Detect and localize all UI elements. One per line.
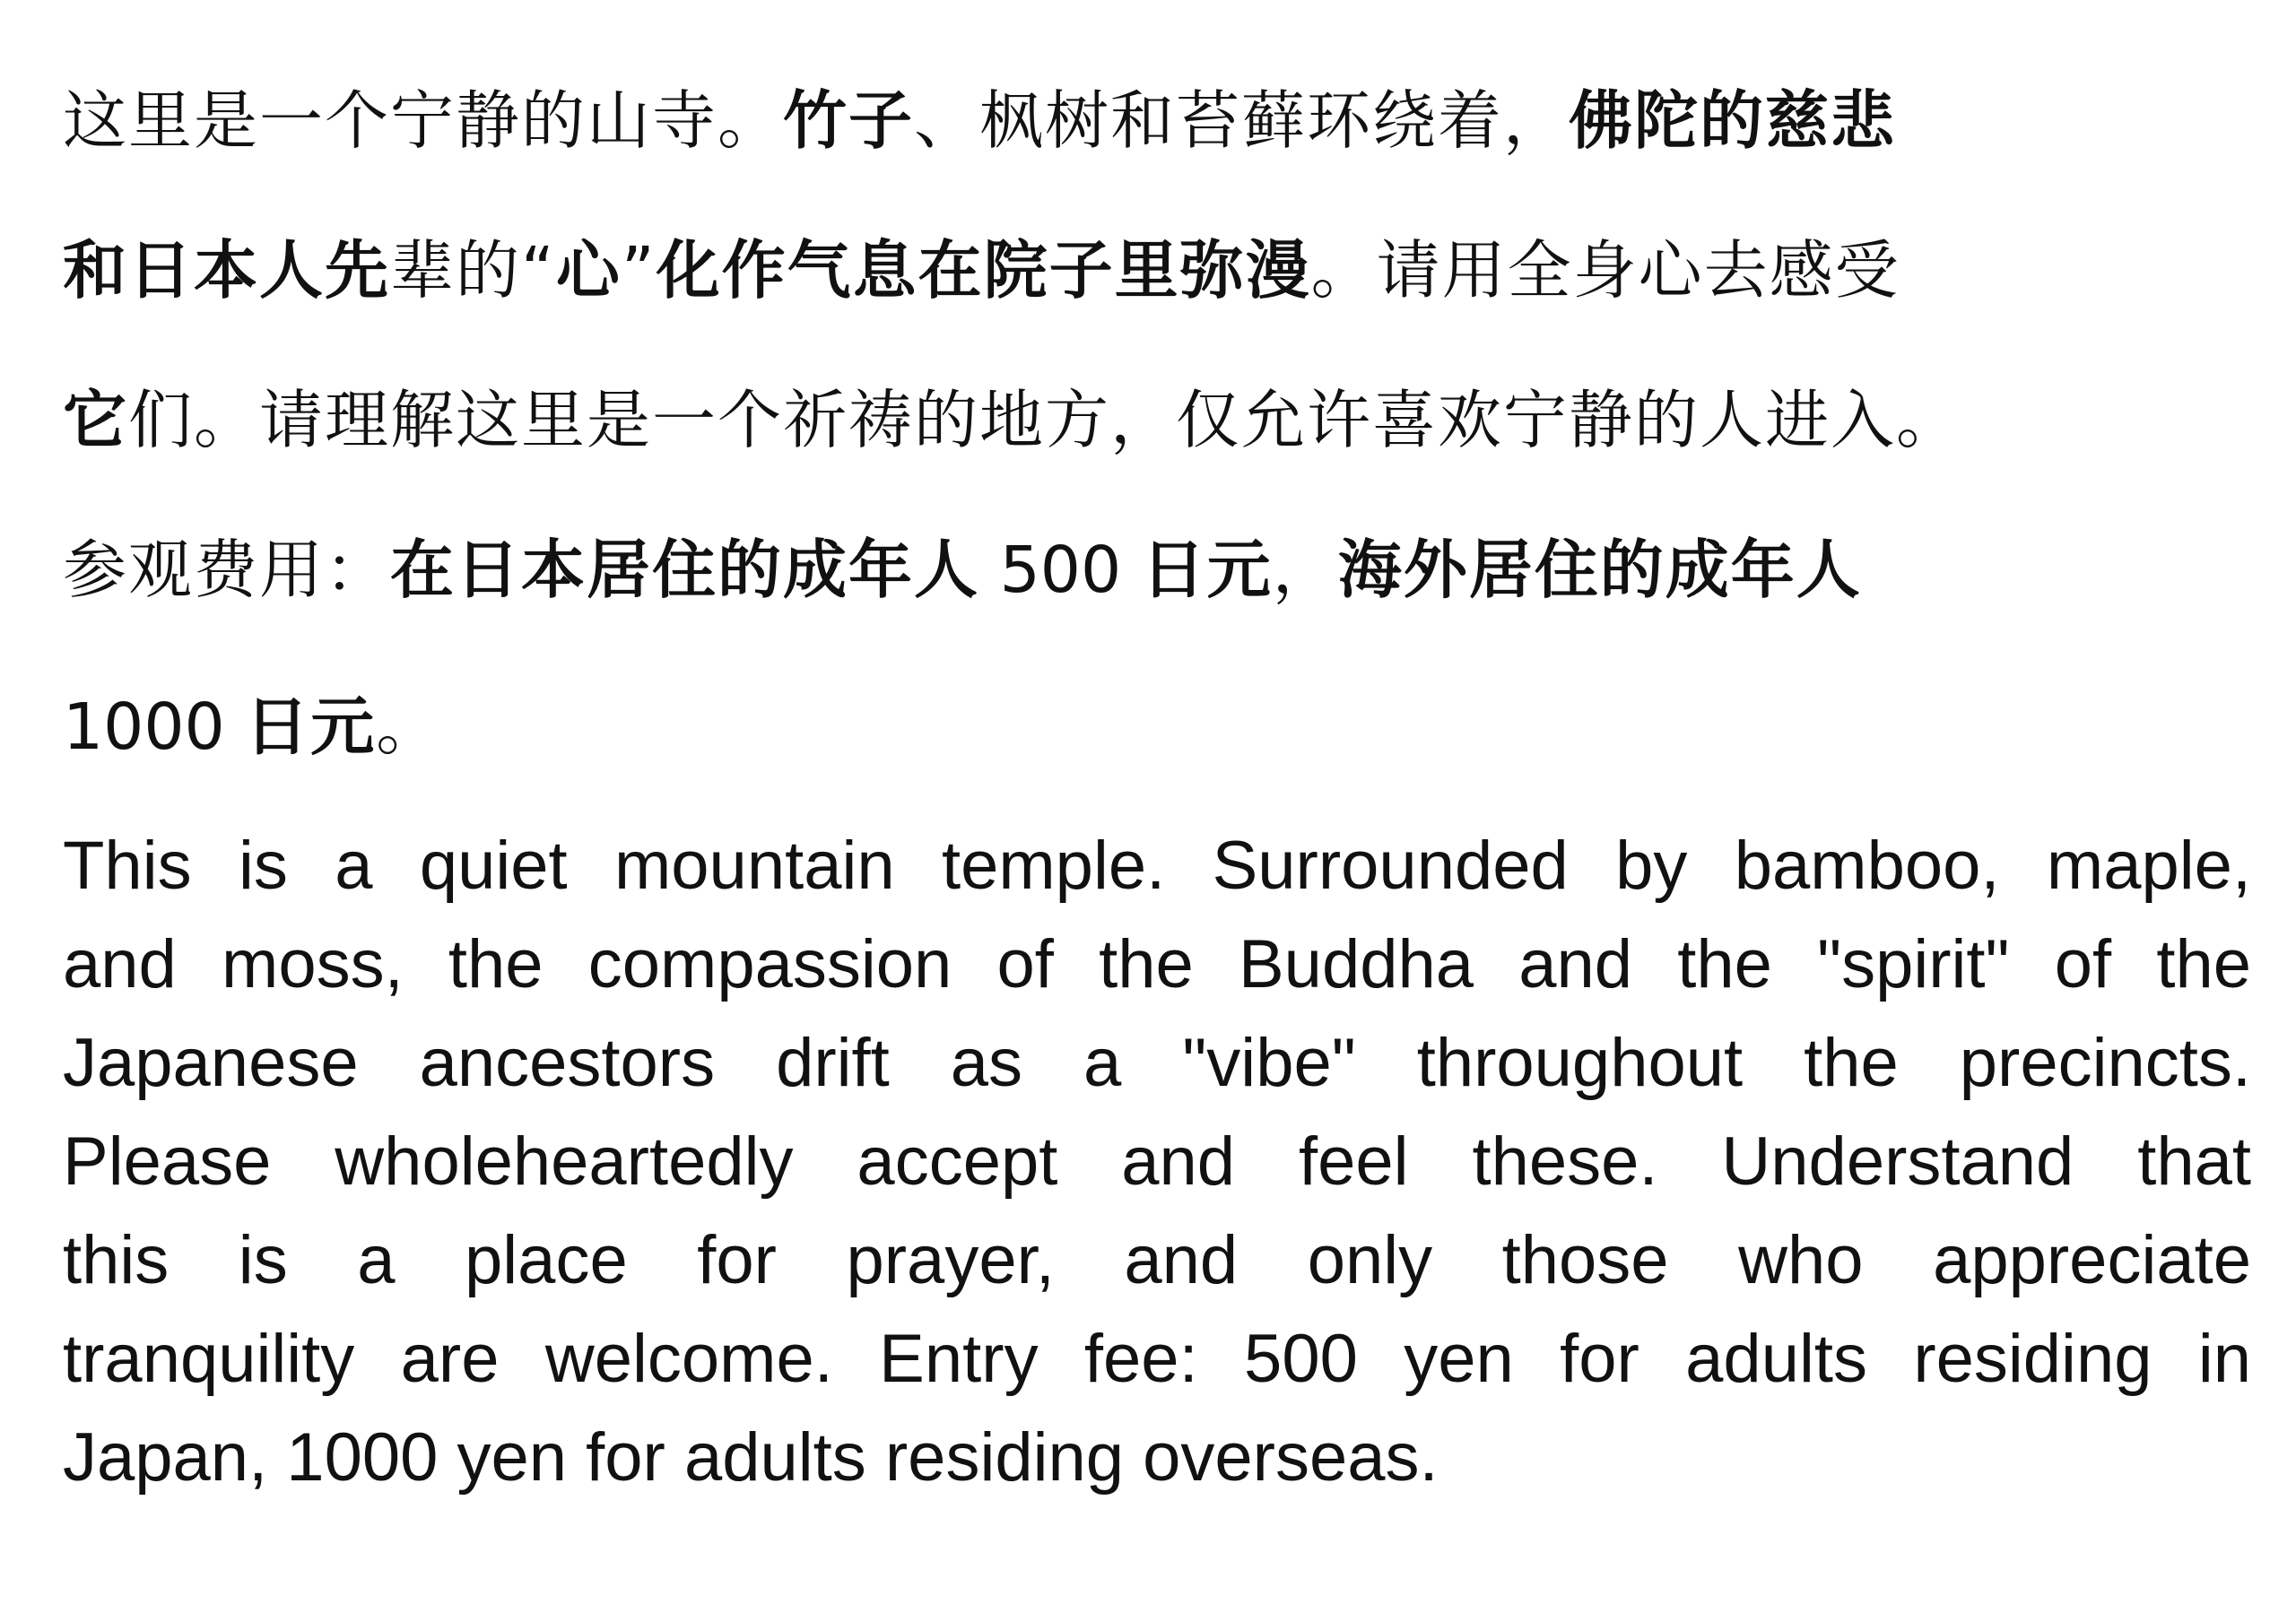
zh-fee-overseas: 1000 [63,690,246,764]
zh-text: 辈的“ [390,233,556,308]
zh-bold-text: 化作气息在院子里弥漫 [656,233,1311,308]
zh-text: 这里是一个宁静的山寺。 [63,83,784,158]
en-line: Japan, 1000 yen for adults residing overseas. [63,1419,1439,1496]
zh-bold-text: 佛陀的慈悲 [1569,83,1897,158]
zh-text: ， [1272,533,1338,607]
en-line: and moss, the compassion of the Buddha and the "spirit" of the [63,926,2251,1002]
zh-bold-text: 海外居住的成年人 [1337,533,1862,607]
en-line: tranquility are welcome. Entry fee: 500 yen for adults residing in [63,1321,2251,1397]
zh-text: 参观费用： [63,533,391,607]
zh-text: 。 [376,690,442,764]
zh-bold-text: 日元 [1141,533,1273,607]
zh-line-5 [63,691,2251,763]
zh-bold-text: 和日本人先 [63,233,391,308]
zh-text: 、枫树和苔藓环绕着， [914,83,1570,158]
en-line: This is a quiet mountain temple. Surrounded by bamboo, maple, [63,828,2251,904]
zh-text: 。请用全身心去感受 [1310,233,1900,308]
zh-line-1 [63,85,2251,157]
zh-bold-text: 心 [555,233,622,308]
zh-line-4 [63,534,2251,606]
en-line: Please wholeheartedly accept and feel these. Understand that [63,1123,2251,1200]
chinese-text-block [63,85,2251,763]
zh-bold-text: 它 [63,383,129,457]
zh-bold-text: 在日本居住的成年人 [390,533,980,607]
english-text-block [63,817,2251,1507]
zh-bold-text: 日元 [245,690,377,764]
zh-line-2 [63,235,2251,307]
zh-text: 们。请理解这里是一个祈祷的地方，仅允许喜欢宁静的人进入。 [128,383,1962,457]
zh-text: ” [621,233,657,308]
en-line: Japanese ancestors drift as a "vibe" throughout the precincts. [63,1025,2251,1101]
zh-fee-domestic: 500 [979,533,1142,607]
notice-document [63,85,2251,1507]
en-line: this is a place for prayer, and only those who appreciate [63,1222,2251,1298]
zh-bold-text: 竹子 [783,83,915,158]
zh-line-3 [63,385,2251,456]
